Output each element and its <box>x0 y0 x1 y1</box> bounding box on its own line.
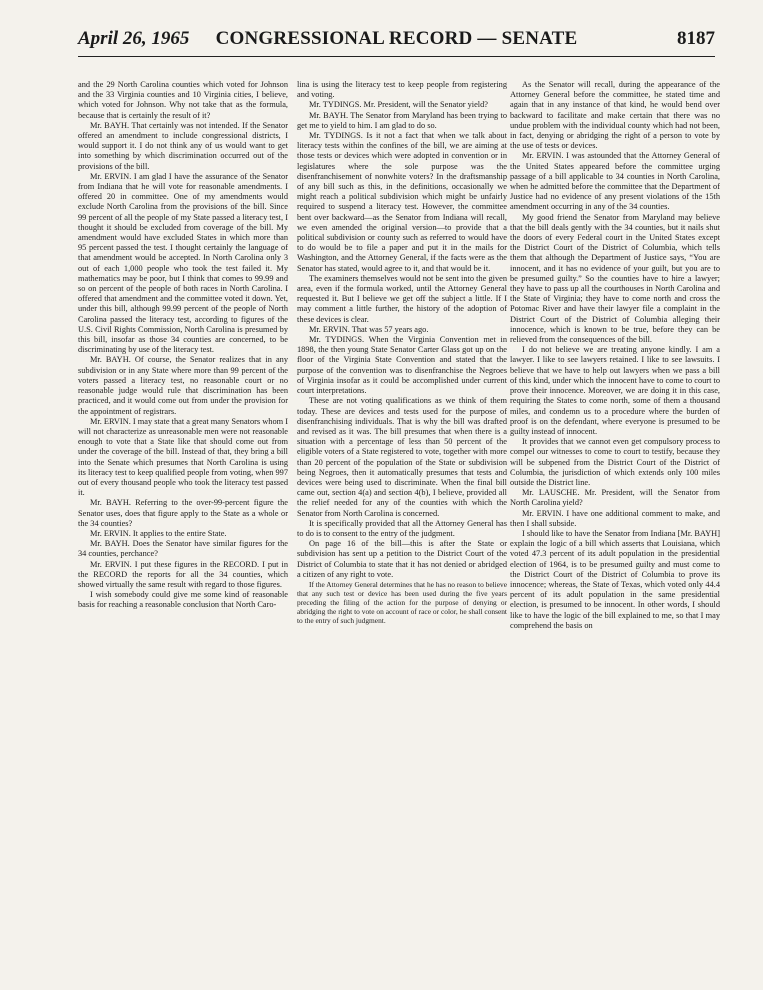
paragraph: If the Attorney General determines that he has no reason to believe that any such test or device has been used during the five years preceding the filing of the action for the purpose of denying or abridging the right to vote on account of race or color, he shall consent to the entry of such judgment. <box>297 579 507 626</box>
page-header <box>78 22 715 57</box>
paragraph: Mr. LAUSCHE. Mr. President, will the Senator from North Carolina yield? <box>510 488 720 508</box>
text-column-2 <box>297 80 507 625</box>
paragraph: Mr. BAYH. The Senator from Maryland has been trying to get me to yield to him. I am glad to do so. <box>297 110 507 130</box>
paragraph: Mr. ERVIN. I was astounded that the Attorney General of the United States appeared before the committee urging passage of a bill applicable to 34 counties in North Carolina, when he admitted before the committee that the Department of Justice had no evidence of any present violations of the 15th amendment occurring in any of the 34 counties. <box>510 151 720 212</box>
paragraph: I wish somebody could give me some kind of reasonable basis for reaching a reasonable conclusion that North Caro- <box>78 590 288 610</box>
paragraph: It provides that we cannot even get compulsory process to compel our witnesses to come to court to testify, because they will be subpened from the District Court of the District of Columbia, the jurisdiction of which extends only 100 miles outside the District line. <box>510 437 720 487</box>
paragraph: My good friend the Senator from Maryland may believe that the bill deals gently with the 34 counties, but it nails shut the doors of every Federal court in the United States except the District Court of the District of Columbia, which tells them that although the Department of Justice says, “You are innocent, and it has no evidence of your guilt, but you are to be presumed guilty.” So the counties have to hire a lawyer; they have to pass up all the courthouses in North Carolina and the State of Virginia; they have to come north and cross the Potomac River and have their lawyer file a complaint in the District Court of the District of Columbia alleging their innocence, which is known to be true, before they can be relieved from the consequences of the bill. <box>510 212 720 345</box>
paragraph: Mr. BAYH. Referring to the over-99-percent figure the Senator uses, does that figure apply to the State as a whole or the 34 counties? <box>78 498 288 528</box>
paragraph: I do not believe we are treating anyone kindly. I am a lawyer. I like to see lawyers retained. I like to see lawsuits. I believe that we have to help out lawyers when we pass a bill of this kind, under which the innocent have to come to court to prove their innocence. Moreover, we are doing it in this case, requiring the States to come north, some of them a thousand miles, and condemn us to a procedure where the burden of proof is on the defendant, where everyone is presumed to be guilty instead of innocent. <box>510 345 720 436</box>
paragraph: Mr. BAYH. Of course, the Senator realizes that in any subdivision or in any State where more than 99 percent of the voters passed a literacy test, no reasonable court or no reasonable judge would rule that discrimination has been practiced, and it would come out from under the provision for the appointment of registrars. <box>78 355 288 416</box>
paragraph: Mr. ERVIN. I put these figures in the RECORD. I put in the RECORD the reports for all the 34 counties, which showed virtually the same result with regard to those figures. <box>78 559 288 589</box>
paragraph: These are not voting qualifications as we think of them today. These are devices and tests used for the purpose of disenfranchising individuals. That is why the bill was drafted and revised as it was. The bill presumes that when there is a situation with a percentage of less than 50 percent of the eligible voters of a State registered to vote, together with more than 20 percent of the population of the State or subdivision being Negroes, then it automatically presumes that tests and devices were being used to discriminate. When the final bill came out, section 4(a) and section 4(b), I believe, provided all the relief needed for any of the counties with which the Senator from North Carolina is concerned. <box>297 396 507 518</box>
paragraph: Mr. ERVIN. I may state that a great many Senators whom I will not characterize as unreasonable men were not reasonable enough to vote that a State like that should come out from under the coverage of the bill. Instead of that, they bring a bill into the Senate which presumes that North Carolina is using its literacy test to keep qualified people from voting, when 997 out of every thousand people who took the literacy test passed it. <box>78 416 288 498</box>
paragraph: Mr. BAYH. That certainly was not intended. If the Senator offered an amendment to include congressional districts, I would support it. I do not think any of us would want to get into something by which discrimination occurred out of the provisions of the bill. <box>78 120 288 171</box>
text-column-1 <box>78 80 288 611</box>
paragraph: and the 29 North Carolina counties which voted for Johnson and the 33 Virginia counties and 10 Virginia cities, I believe, which voted for Johnson. Why not take that as the formula, because that is certainly the result of it? <box>78 80 288 120</box>
paragraph: As the Senator will recall, during the appearance of the Attorney General before the committee, he stated time and again that in any instance of that kind, he would bend over backward to facilitate and make certain that there was no undue problem with the individual county which had not been, in fact, denying or abridging the right of a person to vote by the use of tests or devices. <box>510 80 720 151</box>
paragraph: Mr. BAYH. Does the Senator have similar figures for the 34 counties, perchance? <box>78 539 288 559</box>
paragraph: It is specifically provided that all the Attorney General has to do is to consent to the entry of the judgment. <box>297 518 507 538</box>
paragraph: On page 16 of the bill—this is after the State or subdivision has sent up a petition to the District Court of the District of Columbia to state that it has not denied or abridged a citizen of any right to vote. <box>297 539 507 579</box>
paragraph: lina is using the literacy test to keep people from registering and voting. <box>297 80 507 100</box>
text-column-3 <box>510 80 720 631</box>
paragraph: Mr. ERVIN. It applies to the entire State. <box>90 528 227 538</box>
paragraph: Mr. TYDINGS. Mr. President, will the Senator yield? <box>309 100 488 110</box>
paragraph: Mr. TYDINGS. When the Virginia Convention met in 1898, the then young State Senator Carter Glass got up on the floor of the Virginia State Convention and stated that the purpose of the convention was to disenfranchise the Negroes of Virginia insofar as it could be accomplished under current court interpretations. <box>297 335 507 396</box>
paragraph: Mr. ERVIN. I have one additional comment to make, and then I shall subside. <box>510 508 720 528</box>
paragraph: The examiners themselves would not be sent into the given area, even if the formula worked, until the Attorney General requested it. But I believe we get off the subject a little. If I may comment a little further, the history of the adoption of these devices is clear. <box>297 273 507 324</box>
paragraph: Mr. ERVIN. That was 57 years ago. <box>309 324 429 334</box>
header-date: April 26, 1965 <box>78 28 190 49</box>
paragraph: Mr. TYDINGS. Is it not a fact that when we talk about literacy tests within the confines of the bill, we are aiming at those tests or devices which were adopted in convention or in legislatures where the sole purpose was the disenfranchisement of nonwhite voters? In the draftsmanship of any bill such as this, in the definitions, occasionally we might reach a political subdivision which might be unfairly required to suspend a literacy test. However, the committee bent over backward—as the Senator from Indiana will recall, we even amended the original version—to provide that a political subdivision or county such as referred to would have to do would be to file a paper and put it in the mails for Washington, and the Attorney General, if the facts were as the Senator has stated, would agree to it, and that would be it. <box>297 131 507 273</box>
paragraph: Mr. ERVIN. I am glad I have the assurance of the Senator from Indiana that he will vote for reasonable amendments. I offered 20 in committee. One of my amendments would exclude North Carolina from the provisions of the bill. Since 99 percent of all the people of my State passed a literacy test, I thought it should be excluded from coverage of the bill. My amendment would have excluded States in which more than 95 percent passed the test. I thought certainly the language of that amendment would be accepted. In North Carolina only 3 out of each 1,000 people who took the test failed it. My mathematics may be poor, but I think that comes to 99.99 and so on percent of the people of both races in North Carolina. I offered that amendment and the committee voted it down. Yet, under this bill, although 99.99 percent of the people of North Carolina passed the literacy test, according to figures of the U.S. Civil Rights Commission, North Carolina is presumed by this bill, insofar as those 34 counties are concerned, to be discriminating by use of the literacy test. <box>78 171 288 355</box>
header-page-number: 8187 <box>677 28 715 49</box>
paragraph: I should like to have the Senator from Indiana [Mr. BAYH] explain the logic of a bill which asserts that Louisiana, which voted 47.3 percent of its adult population in the presidential election of 1964, is to be presumed guilty and must come to the District Court of the District of Columbia to prove its innocence; whereas, the State of Texas, which voted only 44.4 percent of its adult population in the same presidential election, is presumed to be innocent. In other words, I should like to have the logic of the bill explained to me, so that I may comprehend the basis on <box>510 528 720 630</box>
header-title: CONGRESSIONAL RECORD — SENATE <box>215 28 578 49</box>
